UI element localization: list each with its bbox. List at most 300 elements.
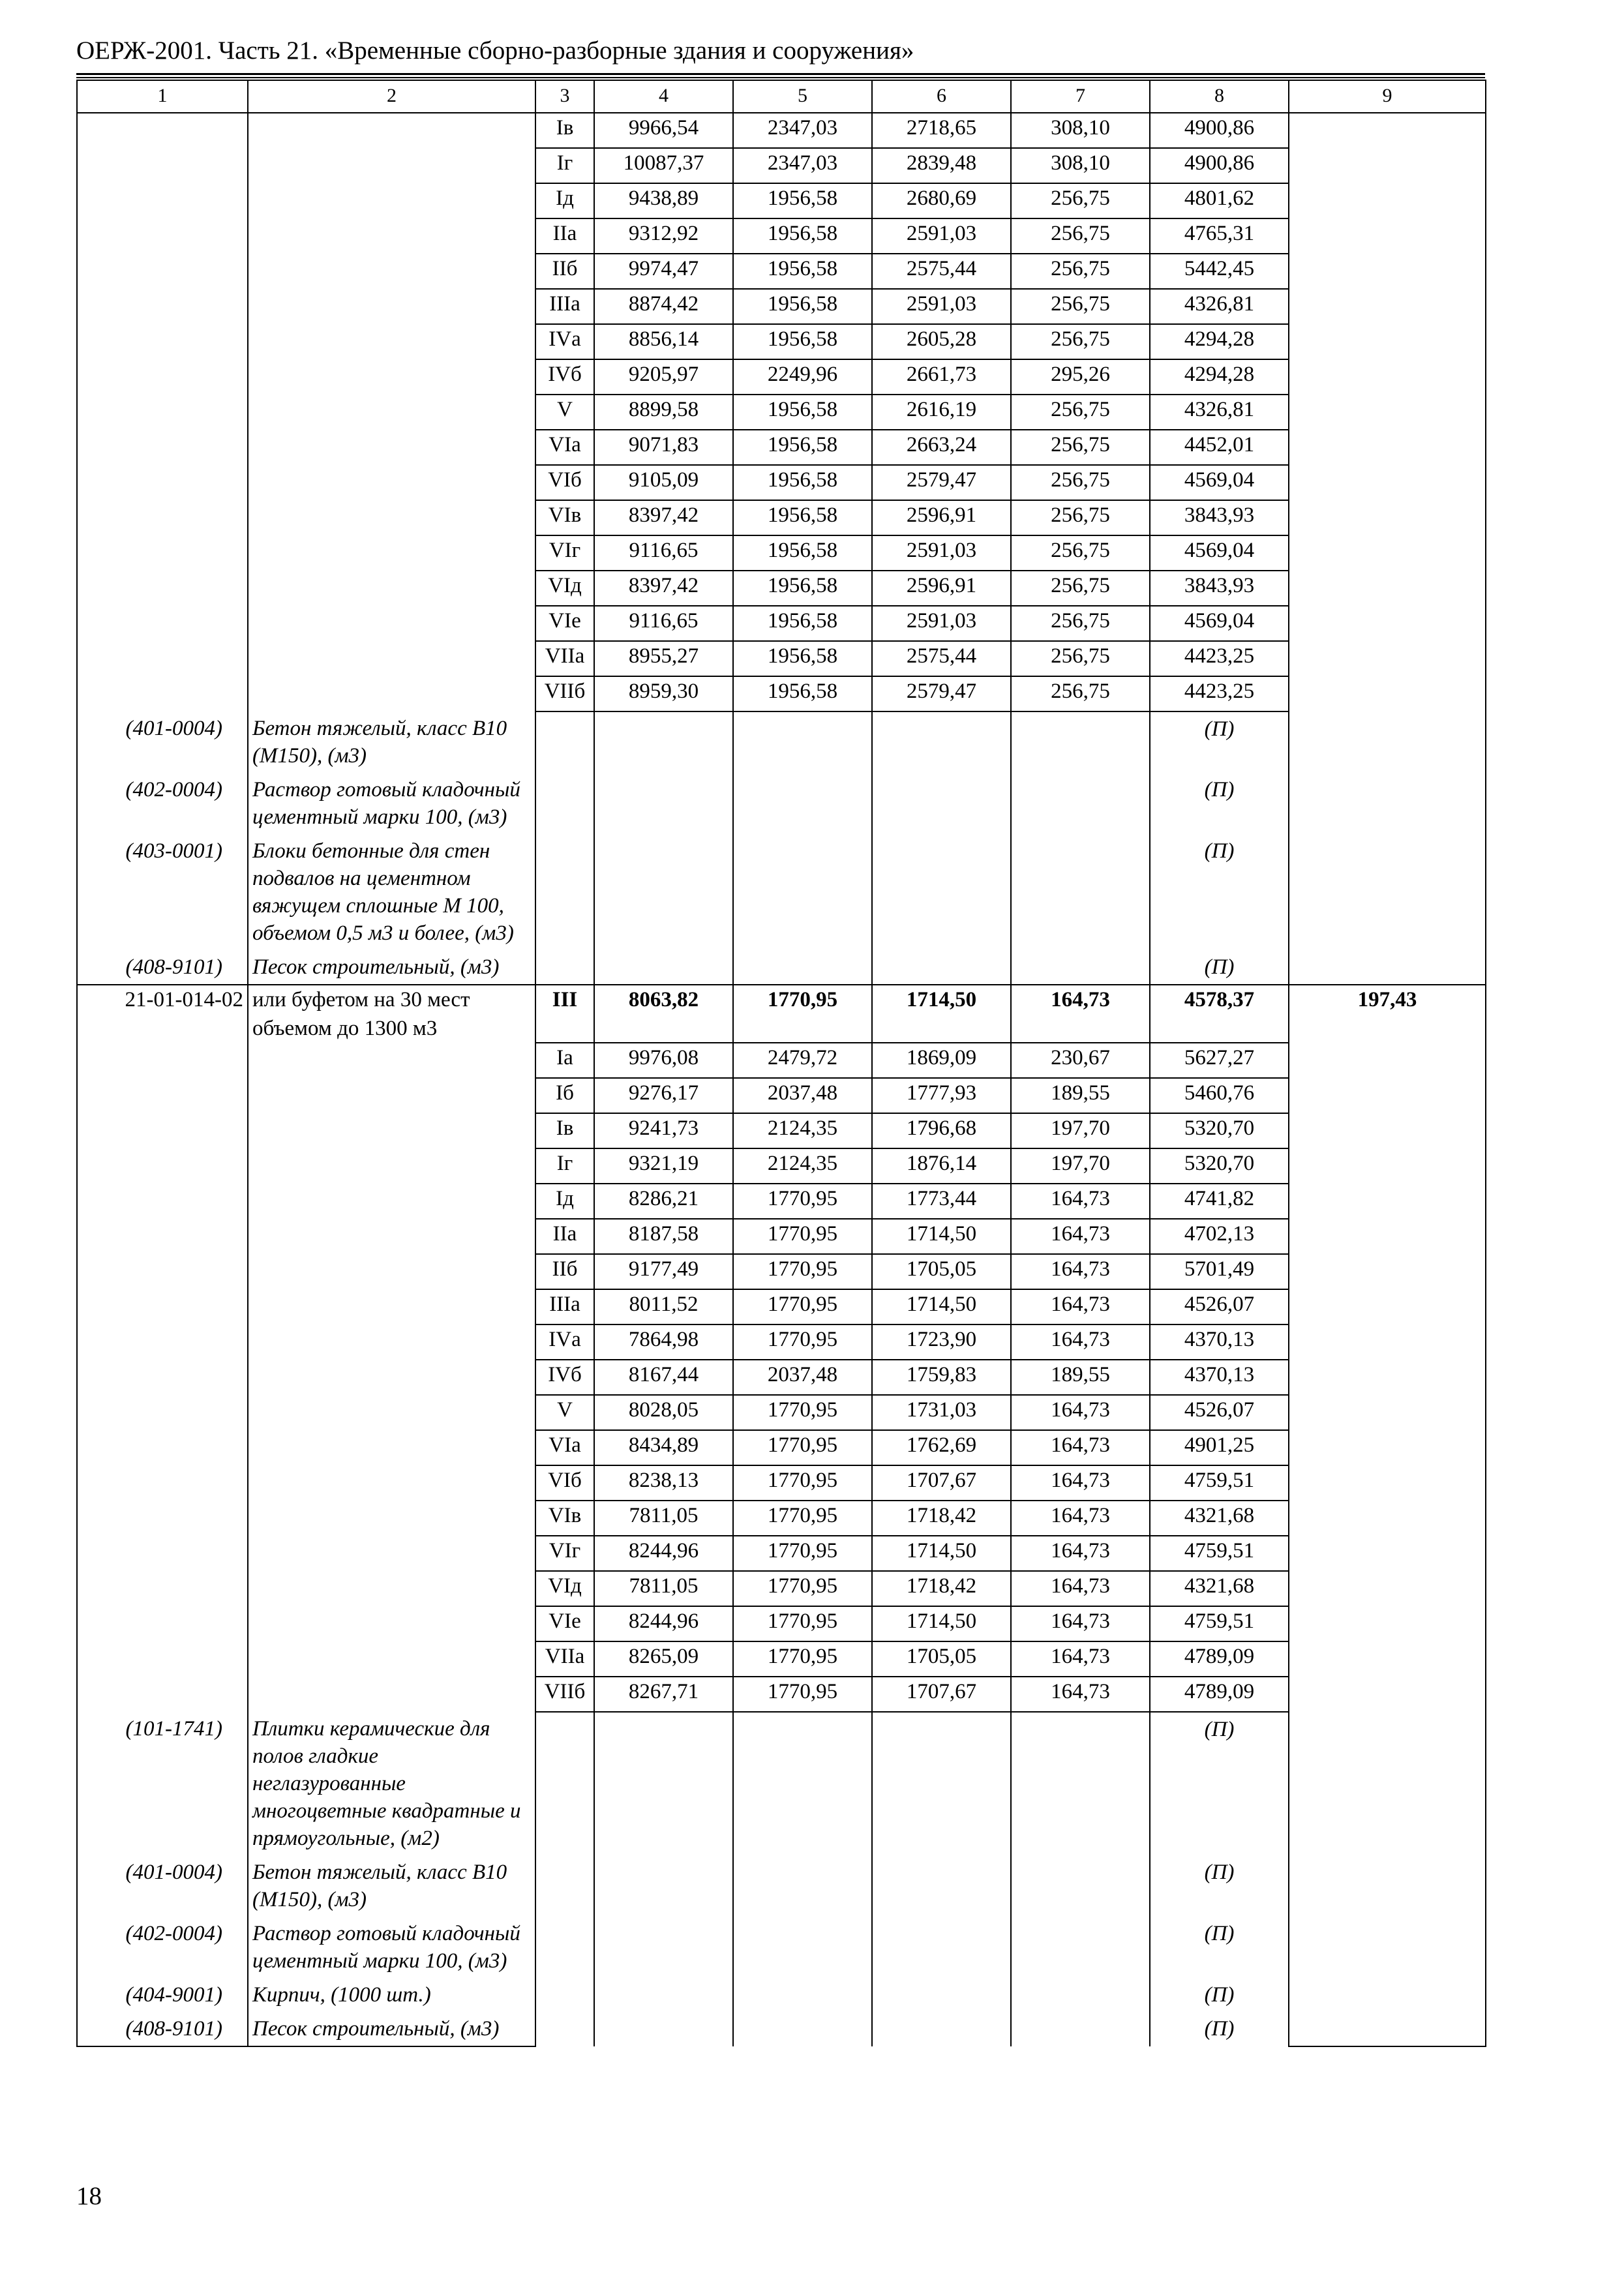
value-cell: 1770,95: [733, 1571, 872, 1606]
empty-cell: [248, 1254, 535, 1289]
value-cell: [1289, 606, 1486, 641]
value-cell: 164,73: [1011, 1254, 1150, 1289]
value-cell: [1289, 430, 1486, 465]
table-row: [77, 1501, 1486, 1536]
empty-cell: [77, 535, 248, 571]
value-cell: 2579,47: [872, 676, 1011, 711]
empty-cell: [535, 950, 594, 985]
empty-cell: [248, 1360, 535, 1395]
empty-cell: [77, 1078, 248, 1113]
value-cell: [1289, 1148, 1486, 1184]
value-cell: 9241,73: [594, 1113, 733, 1148]
table-row: [77, 641, 1486, 676]
value-cell: 9312,92: [594, 218, 733, 254]
empty-cell: [248, 500, 535, 535]
empty-cell: [594, 950, 733, 985]
zone-cell: VIе: [535, 606, 594, 641]
value-cell: 1759,83: [872, 1360, 1011, 1395]
empty-cell: [77, 1571, 248, 1606]
value-cell: 1770,95: [733, 1430, 872, 1465]
value-cell: 5442,45: [1150, 254, 1289, 289]
value-cell: 256,75: [1011, 500, 1150, 535]
table-row: [77, 1078, 1486, 1113]
value-cell: 1770,95: [733, 1254, 872, 1289]
value-cell: 4569,04: [1150, 535, 1289, 571]
material-mark: (П): [1150, 1712, 1289, 1855]
empty-cell: [248, 1113, 535, 1148]
empty-cell: [1289, 711, 1486, 773]
material-row: [77, 711, 1486, 773]
material-row: [77, 834, 1486, 950]
table-row: [77, 985, 1486, 1043]
value-cell: 5701,49: [1150, 1254, 1289, 1289]
zone-cell: Iг: [535, 148, 594, 183]
value-cell: [1289, 1430, 1486, 1465]
empty-cell: [248, 1148, 535, 1184]
empty-cell: [77, 148, 248, 183]
empty-cell: [248, 395, 535, 430]
value-cell: 256,75: [1011, 183, 1150, 218]
value-cell: 1714,50: [872, 1536, 1011, 1571]
value-cell: 4294,28: [1150, 359, 1289, 395]
table-row: [77, 1043, 1486, 1078]
value-cell: 295,26: [1011, 359, 1150, 395]
value-cell: 8187,58: [594, 1219, 733, 1254]
value-cell: 1956,58: [733, 430, 872, 465]
value-cell: 8265,09: [594, 1641, 733, 1677]
zone-cell: VIб: [535, 1465, 594, 1501]
empty-cell: [733, 1978, 872, 2012]
table-row: [77, 1430, 1486, 1465]
empty-cell: [77, 1641, 248, 1677]
zone-cell: Iг: [535, 1148, 594, 1184]
empty-cell: [733, 1917, 872, 1978]
rates-table: [76, 80, 1486, 2047]
material-name: Кирпич, (1000 шт.): [248, 1978, 535, 2012]
value-cell: 1956,58: [733, 465, 872, 500]
empty-cell: [248, 289, 535, 324]
value-cell: [1289, 218, 1486, 254]
value-cell: 4759,51: [1150, 1536, 1289, 1571]
value-cell: 8244,96: [594, 1536, 733, 1571]
value-cell: 8028,05: [594, 1395, 733, 1430]
empty-cell: [77, 324, 248, 359]
empty-cell: [535, 834, 594, 950]
value-cell: 256,75: [1011, 465, 1150, 500]
value-cell: [1289, 1606, 1486, 1641]
empty-cell: [248, 183, 535, 218]
value-cell: [1289, 1219, 1486, 1254]
zone-cell: IIа: [535, 218, 594, 254]
value-cell: 8011,52: [594, 1289, 733, 1324]
empty-cell: [1011, 773, 1150, 834]
empty-cell: [733, 2012, 872, 2046]
value-cell: 256,75: [1011, 289, 1150, 324]
zone-cell: VIв: [535, 1501, 594, 1536]
empty-cell: [77, 395, 248, 430]
empty-cell: [594, 1855, 733, 1917]
empty-cell: [1289, 834, 1486, 950]
empty-cell: [248, 535, 535, 571]
value-cell: 5627,27: [1150, 1043, 1289, 1078]
empty-cell: [77, 1289, 248, 1324]
material-mark: (П): [1150, 1917, 1289, 1978]
empty-cell: [248, 1184, 535, 1219]
value-cell: 1770,95: [733, 1606, 872, 1641]
value-cell: 1770,95: [733, 1324, 872, 1360]
empty-cell: [1011, 834, 1150, 950]
value-cell: 8955,27: [594, 641, 733, 676]
value-cell: 8959,30: [594, 676, 733, 711]
zone-cell: Iб: [535, 1078, 594, 1113]
column-number: 3: [535, 80, 594, 113]
table-row: [77, 254, 1486, 289]
value-cell: 7811,05: [594, 1501, 733, 1536]
table-row: [77, 1606, 1486, 1641]
table-row: [77, 1465, 1486, 1501]
material-code: (101-1741): [77, 1712, 248, 1855]
zone-cell: VIIб: [535, 676, 594, 711]
empty-cell: [248, 113, 535, 148]
empty-cell: [535, 1978, 594, 2012]
empty-cell: [77, 218, 248, 254]
value-cell: 1956,58: [733, 571, 872, 606]
value-cell: 4321,68: [1150, 1501, 1289, 1536]
value-cell: 1770,95: [733, 1641, 872, 1677]
value-cell: 308,10: [1011, 148, 1150, 183]
material-name: Бетон тяжелый, класс В10 (М150), (м3): [248, 1855, 535, 1917]
empty-cell: [248, 359, 535, 395]
zone-cell: Iд: [535, 1184, 594, 1219]
value-cell: 8434,89: [594, 1430, 733, 1465]
value-cell: 2605,28: [872, 324, 1011, 359]
zone-cell: IIIа: [535, 1289, 594, 1324]
empty-cell: [77, 1465, 248, 1501]
material-mark: (П): [1150, 2012, 1289, 2046]
material-mark: (П): [1150, 834, 1289, 950]
column-number: 4: [594, 80, 733, 113]
value-cell: 2124,35: [733, 1113, 872, 1148]
value-cell: 1723,90: [872, 1324, 1011, 1360]
empty-cell: [1011, 2012, 1150, 2046]
value-cell: 8899,58: [594, 395, 733, 430]
empty-cell: [1289, 1978, 1486, 2012]
value-cell: 8063,82: [594, 985, 733, 1043]
empty-cell: [535, 2012, 594, 2046]
zone-cell: IIIа: [535, 289, 594, 324]
empty-cell: [535, 1917, 594, 1978]
value-cell: 2591,03: [872, 218, 1011, 254]
value-cell: 2347,03: [733, 148, 872, 183]
material-name: Блоки бетонные для стен подвалов на цементном вяжущем сплошные М 100, объемом 0,5 м3 и более, (м3): [248, 834, 535, 950]
table-row: [77, 1324, 1486, 1360]
material-row: [77, 2012, 1486, 2046]
zone-cell: Iа: [535, 1043, 594, 1078]
value-cell: 1956,58: [733, 535, 872, 571]
value-cell: 4569,04: [1150, 606, 1289, 641]
value-cell: 8397,42: [594, 500, 733, 535]
value-cell: 2575,44: [872, 254, 1011, 289]
zone-cell: Iв: [535, 113, 594, 148]
value-cell: 1714,50: [872, 1606, 1011, 1641]
empty-cell: [77, 1501, 248, 1536]
table-row: [77, 1536, 1486, 1571]
zone-cell: VIд: [535, 1571, 594, 1606]
value-cell: 2596,91: [872, 500, 1011, 535]
value-cell: 9105,09: [594, 465, 733, 500]
table-row: [77, 218, 1486, 254]
empty-cell: [77, 1113, 248, 1148]
empty-cell: [1289, 2012, 1486, 2046]
empty-cell: [77, 500, 248, 535]
table-row: [77, 1360, 1486, 1395]
value-cell: 1770,95: [733, 1219, 872, 1254]
empty-cell: [248, 1536, 535, 1571]
empty-cell: [1289, 1855, 1486, 1917]
empty-cell: [77, 571, 248, 606]
value-cell: 164,73: [1011, 1395, 1150, 1430]
empty-cell: [594, 2012, 733, 2046]
zone-cell: V: [535, 1395, 594, 1430]
value-cell: 1770,95: [733, 1289, 872, 1324]
value-cell: 197,43: [1289, 985, 1486, 1043]
value-cell: 7864,98: [594, 1324, 733, 1360]
value-cell: 8397,42: [594, 571, 733, 606]
empty-cell: [248, 606, 535, 641]
value-cell: 4423,25: [1150, 641, 1289, 676]
table-row: [77, 289, 1486, 324]
value-cell: 1956,58: [733, 395, 872, 430]
empty-cell: [1289, 1712, 1486, 1855]
zone-cell: VIг: [535, 535, 594, 571]
value-cell: [1289, 1465, 1486, 1501]
value-cell: [1289, 113, 1486, 148]
column-number-row: [77, 80, 1486, 113]
value-cell: 1956,58: [733, 254, 872, 289]
empty-cell: [1011, 1855, 1150, 1917]
value-cell: 4294,28: [1150, 324, 1289, 359]
table-row: [77, 148, 1486, 183]
table-row: [77, 535, 1486, 571]
empty-cell: [535, 1855, 594, 1917]
material-mark: (П): [1150, 950, 1289, 985]
value-cell: 1956,58: [733, 324, 872, 359]
value-cell: 256,75: [1011, 676, 1150, 711]
value-cell: [1289, 324, 1486, 359]
empty-cell: [1289, 773, 1486, 834]
value-cell: 230,67: [1011, 1043, 1150, 1078]
value-cell: 164,73: [1011, 1571, 1150, 1606]
value-cell: 2579,47: [872, 465, 1011, 500]
empty-cell: [1011, 711, 1150, 773]
value-cell: 4900,86: [1150, 113, 1289, 148]
zone-cell: III: [535, 985, 594, 1043]
value-cell: 164,73: [1011, 985, 1150, 1043]
value-cell: 1714,50: [872, 1289, 1011, 1324]
empty-cell: [77, 1430, 248, 1465]
value-cell: 4702,13: [1150, 1219, 1289, 1254]
value-cell: 1876,14: [872, 1148, 1011, 1184]
material-name: Песок строительный, (м3): [248, 950, 535, 985]
value-cell: 9276,17: [594, 1078, 733, 1113]
value-cell: 8856,14: [594, 324, 733, 359]
empty-cell: [77, 1360, 248, 1395]
empty-cell: [248, 571, 535, 606]
value-cell: 4765,31: [1150, 218, 1289, 254]
value-cell: 8874,42: [594, 289, 733, 324]
value-cell: 164,73: [1011, 1184, 1150, 1219]
value-cell: 9438,89: [594, 183, 733, 218]
table-row: [77, 183, 1486, 218]
value-cell: [1289, 571, 1486, 606]
material-code: (401-0004): [77, 1855, 248, 1917]
value-cell: 4759,51: [1150, 1606, 1289, 1641]
value-cell: 164,73: [1011, 1430, 1150, 1465]
value-cell: 197,70: [1011, 1113, 1150, 1148]
value-cell: 2663,24: [872, 430, 1011, 465]
column-number: 9: [1289, 80, 1486, 113]
empty-cell: [535, 1712, 594, 1855]
material-code: (402-0004): [77, 773, 248, 834]
value-cell: 2591,03: [872, 289, 1011, 324]
column-number: 5: [733, 80, 872, 113]
empty-cell: [872, 834, 1011, 950]
empty-cell: [77, 183, 248, 218]
value-cell: 9116,65: [594, 535, 733, 571]
value-cell: [1289, 1641, 1486, 1677]
material-row: [77, 950, 1486, 985]
empty-cell: [77, 1254, 248, 1289]
value-cell: 164,73: [1011, 1289, 1150, 1324]
value-cell: [1289, 1501, 1486, 1536]
value-cell: 8267,71: [594, 1677, 733, 1712]
material-code: (404-9001): [77, 1978, 248, 2012]
empty-cell: [1289, 950, 1486, 985]
empty-cell: [248, 1606, 535, 1641]
value-cell: 2839,48: [872, 148, 1011, 183]
estimate-code: 21-01-014-02: [77, 985, 248, 1043]
empty-cell: [872, 1978, 1011, 2012]
value-cell: 1718,42: [872, 1571, 1011, 1606]
empty-cell: [77, 1324, 248, 1360]
value-cell: 8244,96: [594, 1606, 733, 1641]
empty-cell: [248, 1043, 535, 1078]
value-cell: 256,75: [1011, 395, 1150, 430]
empty-cell: [77, 1148, 248, 1184]
value-cell: [1289, 1043, 1486, 1078]
empty-cell: [733, 711, 872, 773]
zone-cell: VIIб: [535, 1677, 594, 1712]
zone-cell: VIд: [535, 571, 594, 606]
value-cell: 256,75: [1011, 571, 1150, 606]
empty-cell: [77, 465, 248, 500]
material-mark: (П): [1150, 1978, 1289, 2012]
value-cell: [1289, 1113, 1486, 1148]
value-cell: 1773,44: [872, 1184, 1011, 1219]
empty-cell: [733, 950, 872, 985]
value-cell: 256,75: [1011, 254, 1150, 289]
material-name: Бетон тяжелый, класс В10 (М150), (м3): [248, 711, 535, 773]
value-cell: 3843,93: [1150, 571, 1289, 606]
empty-cell: [248, 1430, 535, 1465]
value-cell: 5460,76: [1150, 1078, 1289, 1113]
empty-cell: [733, 773, 872, 834]
value-cell: 256,75: [1011, 606, 1150, 641]
empty-cell: [248, 1677, 535, 1712]
empty-cell: [77, 641, 248, 676]
value-cell: [1289, 676, 1486, 711]
table-row: [77, 324, 1486, 359]
value-cell: 2479,72: [733, 1043, 872, 1078]
value-cell: 1770,95: [733, 1501, 872, 1536]
column-number: 8: [1150, 80, 1289, 113]
value-cell: 4569,04: [1150, 465, 1289, 500]
value-cell: 256,75: [1011, 535, 1150, 571]
empty-cell: [77, 1184, 248, 1219]
value-cell: 1770,95: [733, 1536, 872, 1571]
zone-cell: IIб: [535, 254, 594, 289]
column-number: 2: [248, 80, 535, 113]
empty-cell: [248, 1289, 535, 1324]
value-cell: 8167,44: [594, 1360, 733, 1395]
zone-cell: Iв: [535, 1113, 594, 1148]
table-row: [77, 500, 1486, 535]
empty-cell: [77, 1395, 248, 1430]
empty-cell: [77, 1606, 248, 1641]
empty-cell: [248, 1465, 535, 1501]
material-code: (401-0004): [77, 711, 248, 773]
empty-cell: [535, 773, 594, 834]
empty-cell: [248, 1395, 535, 1430]
empty-cell: [77, 254, 248, 289]
value-cell: 1718,42: [872, 1501, 1011, 1536]
empty-cell: [872, 1855, 1011, 1917]
empty-cell: [248, 641, 535, 676]
empty-cell: [248, 218, 535, 254]
value-cell: 1770,95: [733, 985, 872, 1043]
value-cell: [1289, 183, 1486, 218]
value-cell: 4741,82: [1150, 1184, 1289, 1219]
value-cell: 164,73: [1011, 1677, 1150, 1712]
value-cell: 9205,97: [594, 359, 733, 395]
value-cell: 4370,13: [1150, 1324, 1289, 1360]
value-cell: 1770,95: [733, 1465, 872, 1501]
zone-cell: IVб: [535, 359, 594, 395]
material-mark: (П): [1150, 773, 1289, 834]
empty-cell: [248, 324, 535, 359]
value-cell: [1289, 1360, 1486, 1395]
empty-cell: [872, 773, 1011, 834]
zone-cell: VIв: [535, 500, 594, 535]
empty-cell: [77, 289, 248, 324]
value-cell: 9116,65: [594, 606, 733, 641]
empty-cell: [872, 1712, 1011, 1855]
zone-cell: VIг: [535, 1536, 594, 1571]
value-cell: [1289, 359, 1486, 395]
empty-cell: [872, 1917, 1011, 1978]
value-cell: 9071,83: [594, 430, 733, 465]
value-cell: [1289, 148, 1486, 183]
column-number: 1: [77, 80, 248, 113]
value-cell: 256,75: [1011, 218, 1150, 254]
value-cell: 2718,65: [872, 113, 1011, 148]
zone-cell: VIIа: [535, 1641, 594, 1677]
value-cell: 4452,01: [1150, 430, 1289, 465]
work-name: или буфетом на 30 мест объемом до 1300 м3: [248, 985, 535, 1043]
empty-cell: [1289, 1917, 1486, 1978]
value-cell: 164,73: [1011, 1465, 1150, 1501]
material-mark: (П): [1150, 1855, 1289, 1917]
